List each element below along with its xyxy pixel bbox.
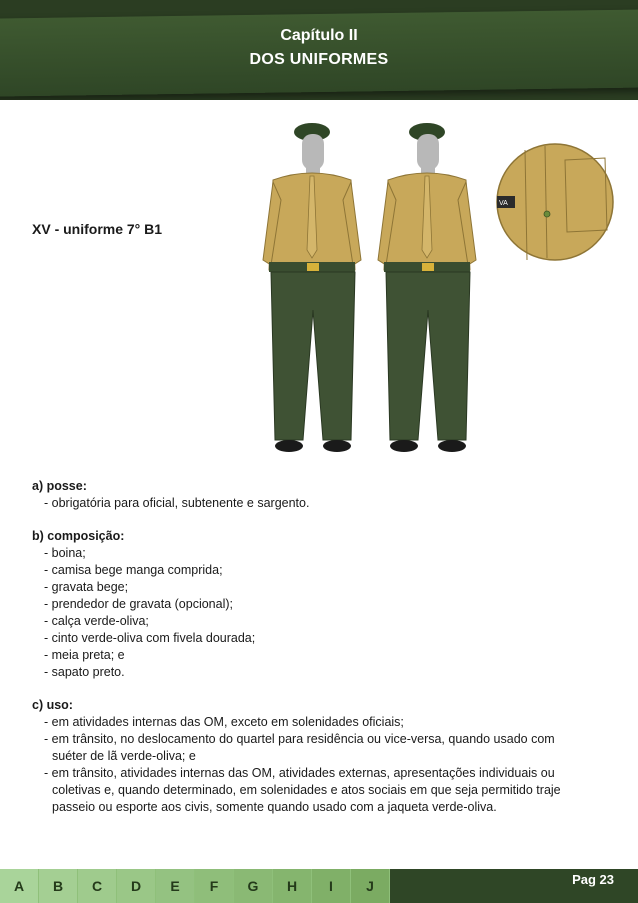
index-tab-g[interactable]: G <box>234 869 273 903</box>
posse-heading: a) posse: <box>32 479 87 493</box>
index-tab-a[interactable]: A <box>0 869 39 903</box>
composicao-item: - calça verde-oliva; <box>44 614 149 628</box>
composicao-item: - boina; <box>44 546 86 560</box>
detail-magnifier <box>497 144 613 260</box>
uniform-description <box>32 478 592 832</box>
uso-item: - em trânsito, atividades internas das OM, atividades externas, apresentações individuais ou coletivas e, quando determinado, em solenidades e atos sociais em que seja permitido traje passeio ou esporte aos civis, somente quando usado com a jaqueta verde-oliva. <box>44 766 561 814</box>
uniform-figure-front <box>263 123 361 452</box>
composicao-item: - meia preta; e <box>44 648 125 662</box>
chapter-header <box>0 0 638 100</box>
index-tab-e[interactable]: E <box>156 869 195 903</box>
name-tag-text: VA <box>499 200 508 207</box>
chapter-subtitle: DOS UNIFORMES <box>249 51 389 68</box>
composicao-item: - camisa bege manga comprida; <box>44 563 223 577</box>
composicao-block <box>32 528 592 681</box>
index-tab-j[interactable]: J <box>351 869 390 903</box>
uso-heading: c) uso: <box>32 698 73 712</box>
uso-block <box>32 697 592 816</box>
index-tab-f[interactable]: F <box>195 869 234 903</box>
uniform-figure-side <box>378 123 476 452</box>
page-number: Pag 23 <box>572 872 614 887</box>
composicao-item: - gravata bege; <box>44 580 129 594</box>
composicao-item: - prendedor de gravata (opcional); <box>44 597 234 611</box>
posse-item: - obrigatória para oficial, subtenente e sargento. <box>44 496 310 510</box>
posse-block <box>32 478 592 512</box>
uso-item: - em trânsito, no deslocamento do quartel para residência ou vice-versa, quando usado com suéter de lã verde-oliva; e <box>44 732 555 763</box>
index-tabs <box>0 869 390 903</box>
composicao-item: - sapato preto. <box>44 665 125 679</box>
section-title: XV - uniforme 7° B1 <box>32 221 163 237</box>
insignia-pin <box>544 211 550 217</box>
index-tab-c[interactable]: C <box>78 869 117 903</box>
composicao-heading: b) composição: <box>32 529 125 543</box>
index-tab-h[interactable]: H <box>273 869 312 903</box>
index-tab-b[interactable]: B <box>39 869 78 903</box>
index-tab-d[interactable]: D <box>117 869 156 903</box>
chapter-title: Capítulo II <box>280 27 358 44</box>
footer-bar <box>0 869 638 903</box>
index-tab-i[interactable]: I <box>312 869 351 903</box>
uniform-illustration <box>255 110 625 480</box>
uso-item: - em atividades internas das OM, exceto em solenidades oficiais; <box>44 715 404 729</box>
composicao-item: - cinto verde-oliva com fivela dourada; <box>44 631 256 645</box>
